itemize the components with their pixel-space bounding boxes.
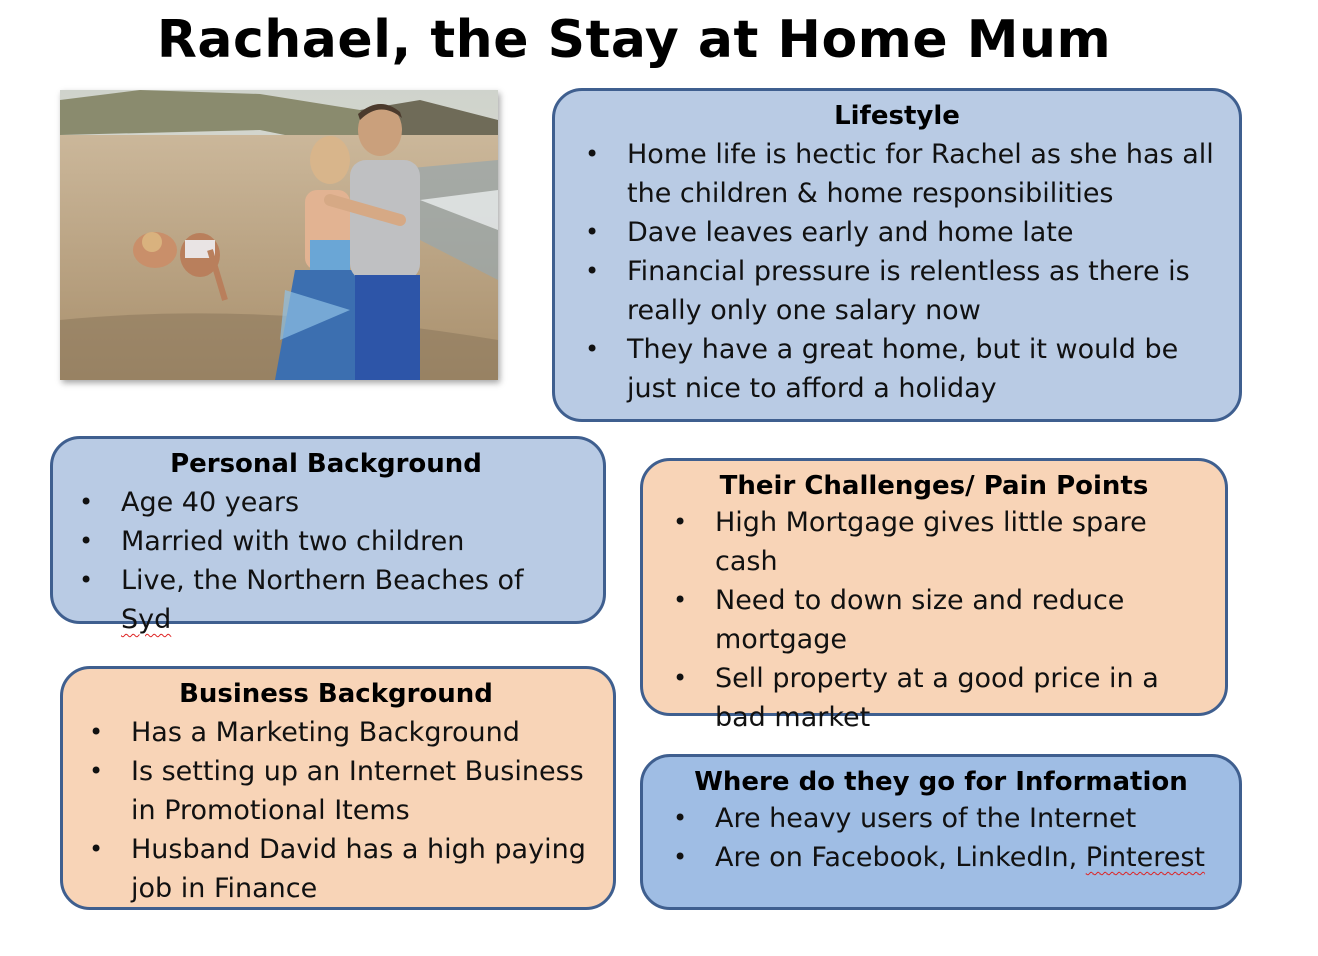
list-item: • Has a Marketing Background — [83, 713, 589, 752]
business-list — [83, 713, 589, 908]
list-item: • Husband David has a high paying job in Finance — [83, 830, 589, 908]
list-item: • Need to down size and reduce mortgage — [667, 581, 1201, 659]
list-item: • Home life is hectic for Rachel as she has all the children & home responsibilities — [579, 135, 1215, 213]
list-item: • Sell property at a good price in a bad market — [667, 659, 1201, 737]
list-item: • Dave leaves early and home late — [579, 213, 1215, 252]
spellcheck-word: Pinterest — [1085, 842, 1206, 873]
list-item: • Age 40 years — [73, 483, 579, 522]
lifestyle-panel — [552, 88, 1242, 422]
bullet-icon: • — [89, 757, 104, 785]
photo-illustration — [60, 90, 498, 380]
spellcheck-word: Syd — [121, 604, 172, 635]
list-item: • Married with two children — [73, 522, 579, 561]
list-item: • Financial pressure is relentless as there is really only one salary now — [579, 252, 1215, 330]
bullet-icon: • — [673, 664, 688, 692]
list-item: • Live, the Northern Beaches of Syd — [73, 561, 579, 639]
business-background-panel — [60, 666, 616, 910]
lifestyle-heading: Lifestyle — [834, 101, 960, 131]
family-beach-photo — [60, 90, 498, 380]
info-list — [667, 799, 1215, 877]
list-item: • Are heavy users of the Internet — [667, 799, 1215, 838]
bullet-icon: • — [585, 335, 600, 363]
bullet-icon: • — [79, 566, 94, 594]
page-title: Rachael, the Stay at Home Mum — [156, 10, 1112, 70]
info-heading: Where do they go for Information — [694, 767, 1188, 797]
bullet-icon: • — [673, 804, 688, 832]
bullet-icon: • — [585, 257, 600, 285]
bullet-icon: • — [79, 488, 94, 516]
bullet-icon: • — [89, 835, 104, 863]
list-item: • High Mortgage gives little spare cash — [667, 503, 1201, 581]
business-heading: Business Background — [179, 679, 493, 709]
bullet-icon: • — [585, 218, 600, 246]
bullet-icon: • — [673, 843, 688, 871]
lifestyle-list — [579, 135, 1215, 408]
bullet-icon: • — [585, 140, 600, 168]
bullet-icon: • — [673, 508, 688, 536]
list-item: • Are on Facebook, LinkedIn, Pinterest — [667, 838, 1215, 877]
list-item: • They have a great home, but it would be just nice to afford a holiday — [579, 330, 1215, 408]
information-sources-panel — [640, 754, 1242, 910]
challenges-heading: Their Challenges/ Pain Points — [719, 471, 1149, 501]
bullet-icon: • — [89, 718, 104, 746]
list-item: • Is setting up an Internet Business in Promotional Items — [83, 752, 589, 830]
personal-list — [73, 483, 579, 639]
personal-background-panel — [50, 436, 606, 635]
bullet-icon: • — [79, 527, 94, 555]
bullet-icon: • — [673, 586, 688, 614]
challenges-panel — [640, 458, 1228, 733]
personal-heading: Personal Background — [170, 449, 482, 479]
challenges-list — [667, 503, 1201, 737]
